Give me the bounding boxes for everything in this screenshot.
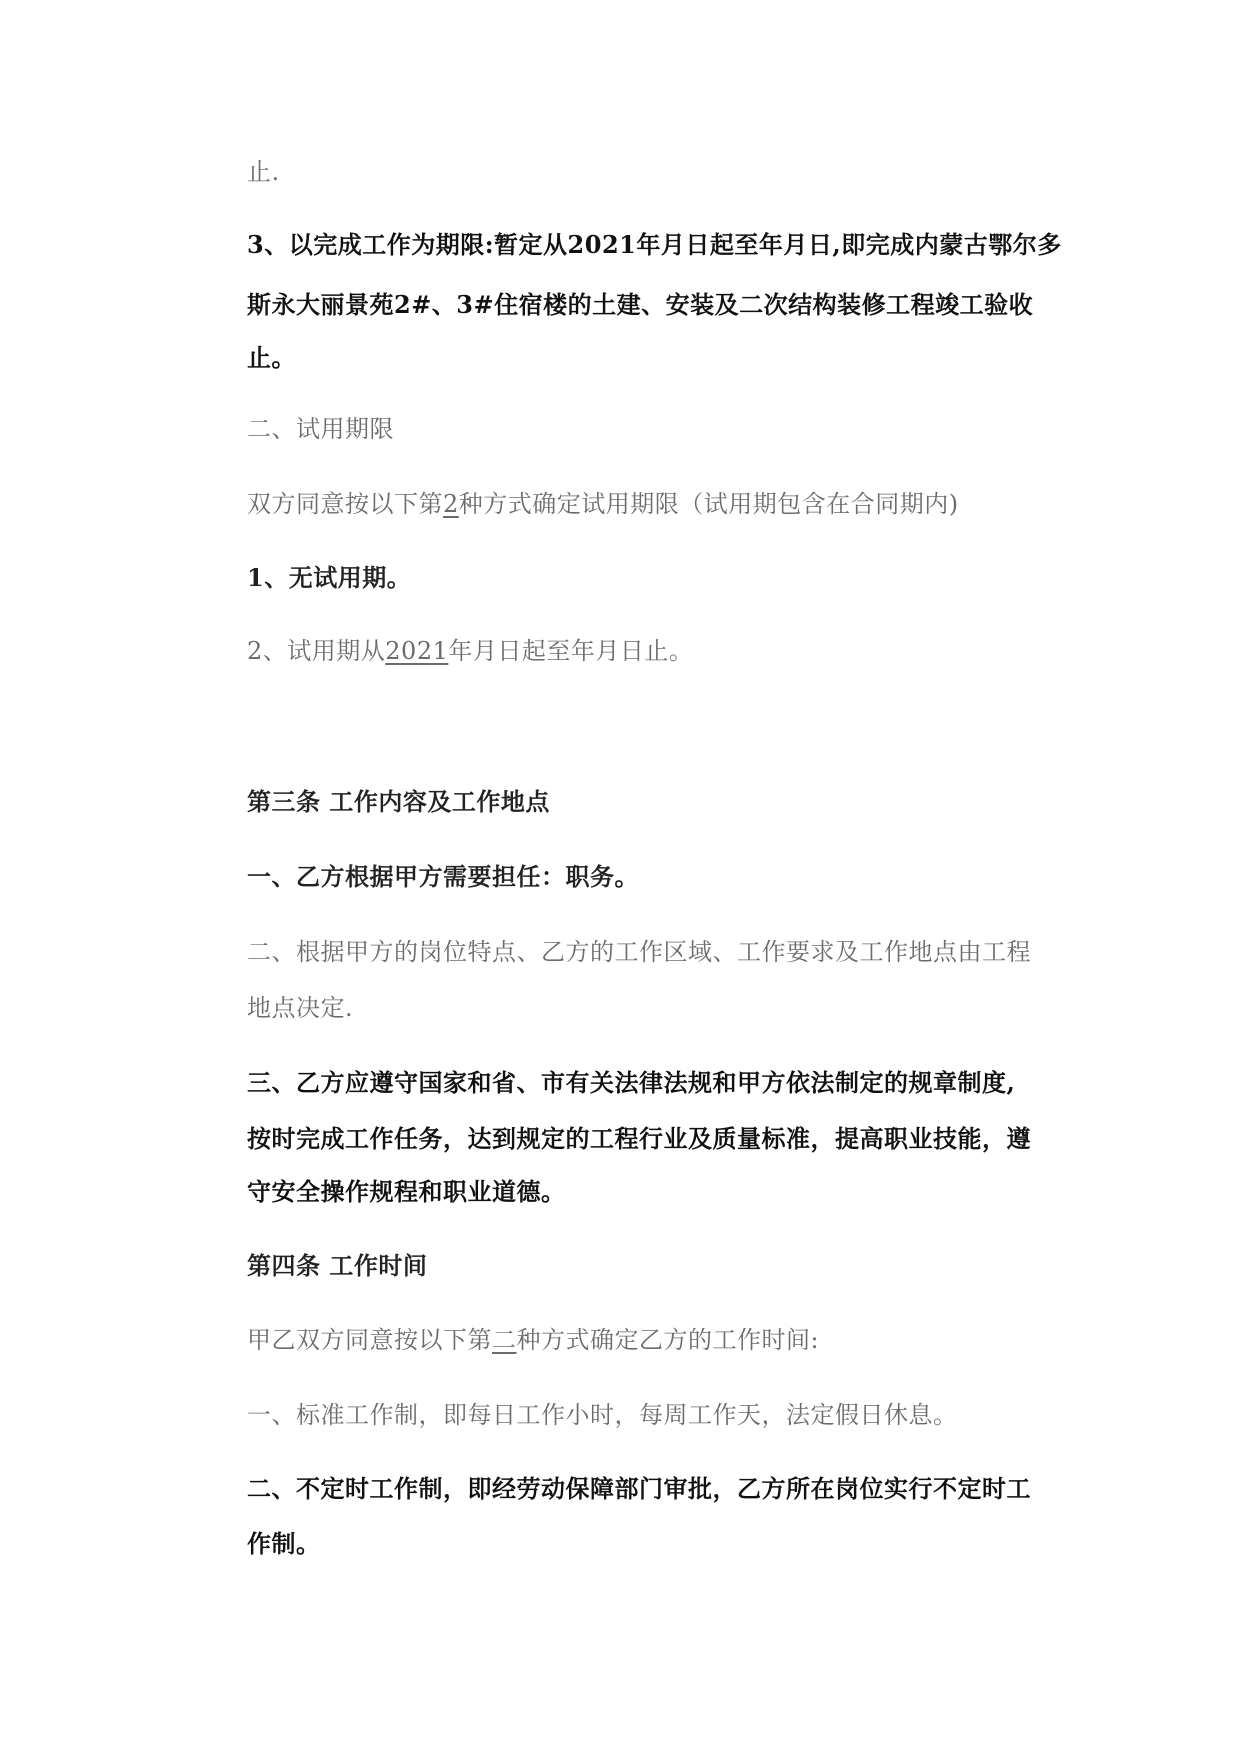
- text-span: 一、标准工作制，即每日工作小时，每周工作天，法定假日休息。: [247, 1401, 958, 1429]
- paragraph-line: [247, 862, 1057, 892]
- text-span: 二、试用期限: [247, 415, 394, 443]
- paragraph-line: [247, 343, 1057, 373]
- paragraph-line: [247, 157, 1057, 187]
- text-span: 地点决定.: [247, 994, 354, 1022]
- paragraph-line: [247, 489, 1057, 519]
- paragraph-line: [247, 1325, 1057, 1355]
- paragraph-line: [247, 1124, 1057, 1154]
- text-span: 3、以完成工作为期限:暂定从2021年月日起至年月日,即完成内蒙古鄂尔多: [247, 230, 1062, 259]
- article-heading: [247, 787, 1057, 817]
- paragraph-line: [247, 1068, 1057, 1098]
- text-span: 斯永大丽景苑2#、3#住宿楼的土建、安装及二次结构装修工程竣工验收: [247, 290, 1034, 319]
- text-span: 甲乙双方同意按以下第: [247, 1326, 492, 1354]
- paragraph-line: [247, 993, 1057, 1023]
- text-span: 一、乙方根据甲方需要担任：职务。: [247, 862, 639, 891]
- underlined-value: 二: [492, 1326, 517, 1354]
- underlined-value: 2: [443, 490, 459, 518]
- text-span: 作制。: [247, 1529, 321, 1558]
- text-span: 按时完成工作任务，达到规定的工程行业及质量标准，提高职业技能，遵: [247, 1124, 1031, 1153]
- text-span: 守安全操作规程和职业道德。: [247, 1177, 566, 1206]
- paragraph-line: [247, 1177, 1057, 1207]
- paragraph-line: [247, 1400, 1057, 1430]
- paragraph-line: [247, 290, 1057, 320]
- paragraph-line: [247, 563, 1057, 593]
- text-span: 双方同意按以下第: [247, 490, 443, 518]
- paragraph-line: [247, 636, 1057, 666]
- text-span: 2、试用期从: [247, 637, 386, 665]
- paragraph-line: [247, 1474, 1057, 1504]
- section-heading: [247, 414, 1057, 444]
- text-span: 第三条 工作内容及工作地点: [247, 787, 550, 816]
- text-span: 三、乙方应遵守国家和省、市有关法律法规和甲方依法制定的规章制度,: [247, 1068, 1016, 1097]
- text-span: 年月日起至年月日止。: [448, 637, 694, 665]
- text-span: 止。: [247, 343, 296, 372]
- paragraph-line: [247, 1529, 1057, 1559]
- text-span: 种方式确定乙方的工作时间:: [516, 1326, 820, 1354]
- text-span: 二、不定时工作制，即经劳动保障部门审批，乙方所在岗位实行不定时工: [247, 1474, 1031, 1503]
- text-span: 止.: [247, 158, 280, 186]
- text-span: 1、无试用期。: [247, 563, 412, 592]
- text-span: 二、根据甲方的岗位特点、乙方的工作区域、工作要求及工作地点由工程: [247, 938, 1031, 966]
- text-span: 第四条 工作时间: [247, 1251, 428, 1280]
- article-heading: [247, 1251, 1057, 1281]
- paragraph-line: [247, 230, 1062, 260]
- paragraph-line: [247, 937, 1057, 967]
- underlined-value: 2021: [385, 637, 449, 665]
- text-span: 种方式确定试用期限（试用期包含在合同期内): [458, 490, 959, 518]
